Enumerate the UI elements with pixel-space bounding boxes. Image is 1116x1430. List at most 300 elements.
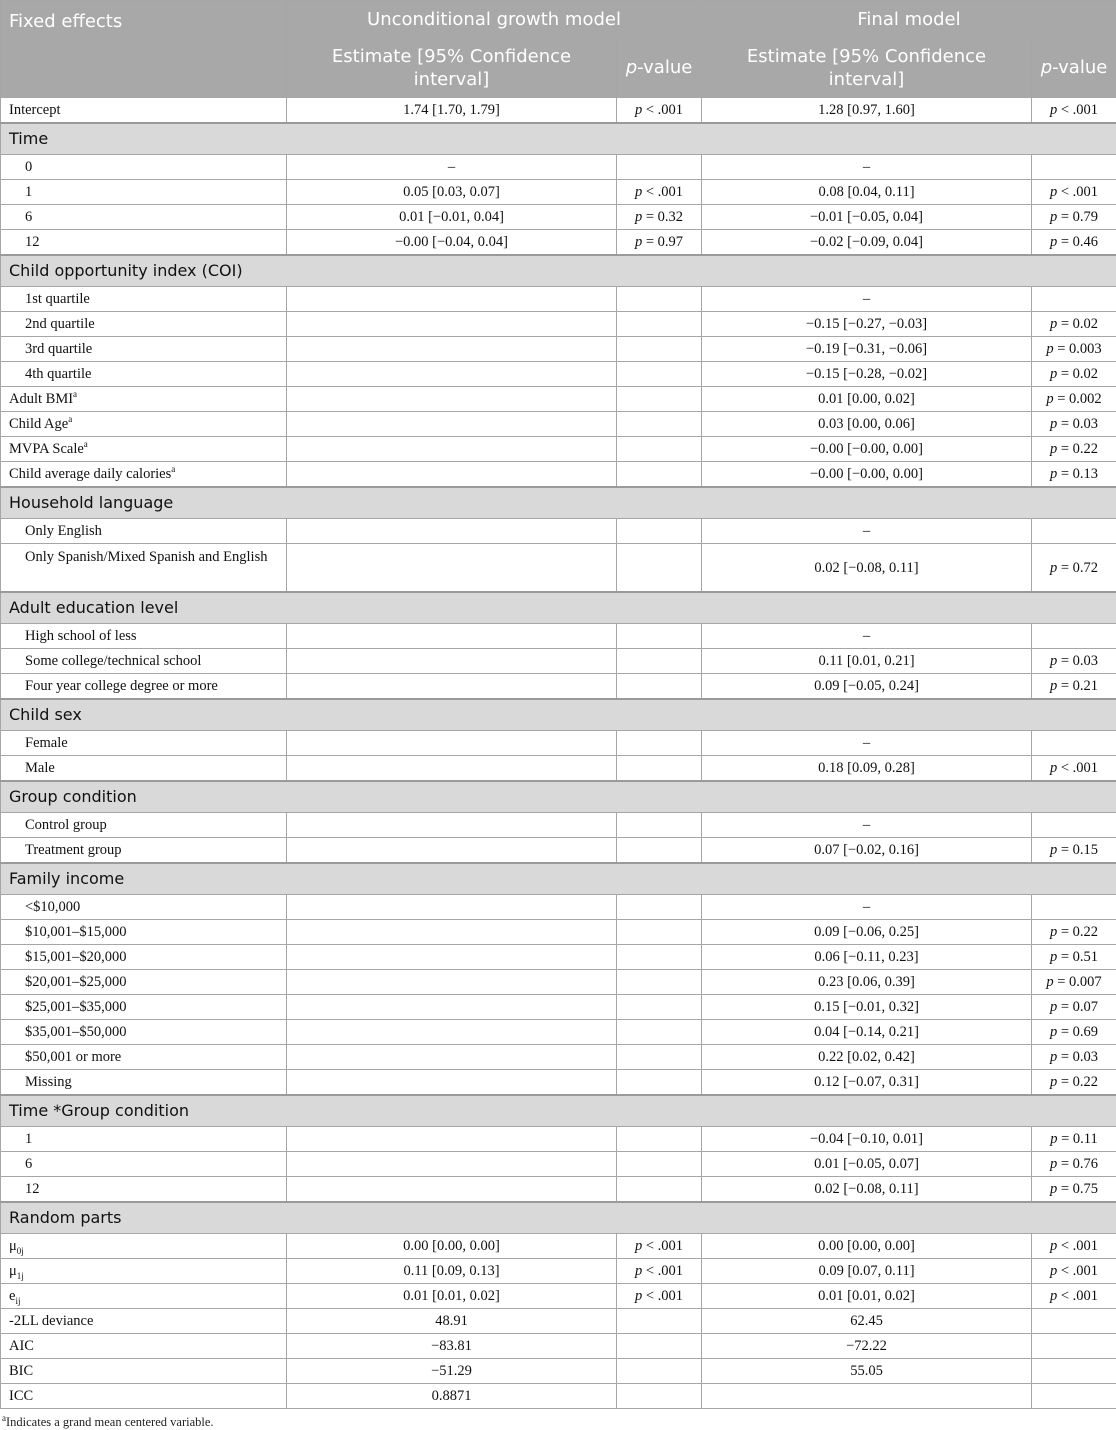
final-estimate-cell: – [702, 155, 1032, 180]
table-row [1, 920, 1116, 945]
row-label-text: <$10,000 [25, 899, 80, 915]
subscript: ij [15, 1296, 20, 1306]
row-label-text: Male [25, 760, 55, 776]
final-pvalue-cell: p = 0.75 [1032, 1177, 1116, 1203]
unconditional-estimate-cell [287, 1070, 617, 1096]
row-label-text: $50,001 or more [25, 1049, 121, 1065]
section-label: Adult education level [1, 592, 1116, 624]
section-label: Household language [1, 487, 1116, 519]
section-row [1, 1095, 1116, 1127]
final-pvalue-cell [1032, 1384, 1116, 1409]
final-pvalue-cell: p < .001 [1032, 180, 1116, 205]
footnote [0, 1415, 1116, 1430]
table-row [1, 1234, 1116, 1259]
row-label-text: 1 [25, 184, 32, 200]
table-row [1, 1259, 1116, 1284]
row-label-text: BIC [9, 1363, 33, 1379]
section-row [1, 781, 1116, 813]
unconditional-estimate-cell [287, 838, 617, 864]
unconditional-estimate-cell [287, 287, 617, 312]
final-estimate-cell: 1.28 [0.97, 1.60] [702, 98, 1032, 124]
final-pvalue-cell: p = 0.03 [1032, 412, 1116, 437]
final-pvalue-cell [1032, 1309, 1116, 1334]
row-label [1, 813, 287, 838]
unconditional-pvalue-cell [617, 155, 702, 180]
row-label-text: μ [9, 1238, 17, 1254]
unconditional-pvalue-cell [617, 674, 702, 700]
unconditional-estimate-cell: 0.00 [0.00, 0.00] [287, 1234, 617, 1259]
row-label-text: Intercept [9, 102, 61, 118]
row-label [1, 1127, 287, 1152]
row-label [1, 1259, 287, 1284]
unconditional-estimate-cell [287, 1177, 617, 1203]
row-label-text: Female [25, 735, 68, 751]
final-estimate-cell: 0.03 [0.00, 0.06] [702, 412, 1032, 437]
final-pvalue-cell: p = 0.002 [1032, 387, 1116, 412]
row-label [1, 895, 287, 920]
final-pvalue-cell: p = 0.22 [1032, 920, 1116, 945]
row-label [1, 1234, 287, 1259]
row-label-text: $15,001–$20,000 [25, 949, 127, 965]
final-pvalue-cell: p = 0.03 [1032, 649, 1116, 674]
row-label-text: -2LL deviance [9, 1313, 93, 1329]
row-label-text: Treatment group [25, 842, 122, 858]
footnote-ref: a [171, 464, 175, 474]
unconditional-estimate-cell [287, 362, 617, 387]
row-label-text: 2nd quartile [25, 316, 95, 332]
unconditional-estimate-cell [287, 1152, 617, 1177]
section-label: Group condition [1, 781, 1116, 813]
table-row [1, 1284, 1116, 1309]
final-pvalue-cell: p = 0.07 [1032, 995, 1116, 1020]
unconditional-pvalue-header [617, 38, 702, 98]
final-pvalue-cell [1032, 895, 1116, 920]
row-label [1, 287, 287, 312]
unconditional-pvalue-cell [617, 1045, 702, 1070]
row-label [1, 1070, 287, 1096]
subscript: 0j [17, 1246, 24, 1256]
table-row [1, 412, 1116, 437]
table-row [1, 813, 1116, 838]
table-row [1, 731, 1116, 756]
unconditional-pvalue-cell [617, 813, 702, 838]
final-estimate-cell: 0.11 [0.01, 0.21] [702, 649, 1032, 674]
row-label [1, 155, 287, 180]
row-label-text: Adult BMI [9, 391, 73, 407]
unconditional-pvalue-cell: p = 0.32 [617, 205, 702, 230]
final-pvalue-cell: p = 0.11 [1032, 1127, 1116, 1152]
final-estimate-cell: 0.07 [−0.02, 0.16] [702, 838, 1032, 864]
unconditional-estimate-cell [287, 674, 617, 700]
table-row [1, 970, 1116, 995]
row-label-text: Some college/technical school [25, 653, 201, 669]
row-label [1, 462, 287, 488]
fixed-effects-header: Fixed effects [1, 1, 287, 98]
table-row [1, 437, 1116, 462]
final-estimate-cell: −0.00 [−0.00, 0.00] [702, 437, 1032, 462]
row-label [1, 756, 287, 782]
unconditional-pvalue-cell [617, 337, 702, 362]
unconditional-pvalue-cell [617, 1359, 702, 1384]
final-pvalue-cell: p < .001 [1032, 98, 1116, 124]
row-label-text: 1st quartile [25, 291, 90, 307]
final-pvalue-cell: p = 0.72 [1032, 544, 1116, 593]
final-pvalue-cell: p < .001 [1032, 1259, 1116, 1284]
table-row [1, 674, 1116, 700]
row-label-text: High school of less [25, 628, 137, 644]
unconditional-estimate-cell [287, 920, 617, 945]
row-label [1, 945, 287, 970]
section-row [1, 1202, 1116, 1234]
unconditional-pvalue-cell [617, 995, 702, 1020]
unconditional-pvalue-cell [617, 1177, 702, 1203]
section-label: Time *Group condition [1, 1095, 1116, 1127]
row-label [1, 970, 287, 995]
unconditional-estimate-cell [287, 970, 617, 995]
table-row [1, 624, 1116, 649]
row-label [1, 412, 287, 437]
row-label [1, 519, 287, 544]
unconditional-estimate-header: Estimate [95% Confidence interval] [287, 38, 617, 98]
unconditional-model-header: Unconditional growth model [287, 1, 702, 38]
final-estimate-cell: 0.22 [0.02, 0.42] [702, 1045, 1032, 1070]
unconditional-pvalue-cell [617, 624, 702, 649]
table-row [1, 362, 1116, 387]
row-label [1, 387, 287, 412]
unconditional-pvalue-cell [617, 838, 702, 864]
final-estimate-cell: −72.22 [702, 1334, 1032, 1359]
table-row [1, 544, 1116, 593]
unconditional-estimate-cell [287, 519, 617, 544]
final-estimate-cell: 0.18 [0.09, 0.28] [702, 756, 1032, 782]
row-label-text: 6 [25, 209, 32, 225]
final-estimate-header: Estimate [95% Confidence interval] [702, 38, 1032, 98]
unconditional-pvalue-cell: p < .001 [617, 1234, 702, 1259]
unconditional-pvalue-cell [617, 287, 702, 312]
table-body [1, 98, 1116, 1409]
final-pvalue-cell: p = 0.51 [1032, 945, 1116, 970]
unconditional-pvalue-cell: p = 0.97 [617, 230, 702, 256]
table-row [1, 287, 1116, 312]
row-label-text: 3rd quartile [25, 341, 92, 357]
unconditional-pvalue-cell [617, 544, 702, 593]
row-label-text: Missing [25, 1074, 72, 1090]
final-estimate-cell: 0.08 [0.04, 0.11] [702, 180, 1032, 205]
unconditional-pvalue-cell [617, 970, 702, 995]
row-label-text: Child Age [9, 416, 68, 432]
final-pvalue-cell [1032, 624, 1116, 649]
table-row [1, 756, 1116, 782]
section-row [1, 255, 1116, 287]
row-label [1, 205, 287, 230]
row-label [1, 1334, 287, 1359]
table-row [1, 462, 1116, 488]
row-label-text: Control group [25, 817, 107, 833]
final-estimate-cell [702, 1384, 1032, 1409]
final-pvalue-cell: p < .001 [1032, 1234, 1116, 1259]
unconditional-estimate-cell: 48.91 [287, 1309, 617, 1334]
unconditional-pvalue-cell [617, 731, 702, 756]
unconditional-pvalue-cell [617, 945, 702, 970]
row-label [1, 1045, 287, 1070]
unconditional-estimate-cell: 0.01 [0.01, 0.02] [287, 1284, 617, 1309]
final-estimate-cell: 0.01 [0.00, 0.02] [702, 387, 1032, 412]
footnote-marker: a [2, 1413, 6, 1423]
final-estimate-cell: 0.09 [0.07, 0.11] [702, 1259, 1032, 1284]
final-estimate-cell: 0.00 [0.00, 0.00] [702, 1234, 1032, 1259]
final-estimate-cell: – [702, 895, 1032, 920]
row-label-text: 0 [25, 159, 32, 175]
unconditional-estimate-cell: 0.8871 [287, 1384, 617, 1409]
table-row [1, 205, 1116, 230]
final-estimate-cell: −0.01 [−0.05, 0.04] [702, 205, 1032, 230]
row-label [1, 312, 287, 337]
unconditional-pvalue-cell [617, 412, 702, 437]
final-pvalue-cell: p < .001 [1032, 756, 1116, 782]
p-suffix: -value [637, 57, 692, 78]
table-row [1, 1334, 1116, 1359]
row-label [1, 1359, 287, 1384]
footnote-text: Indicates a grand mean centered variable. [6, 1415, 214, 1429]
final-estimate-cell: −0.02 [−0.09, 0.04] [702, 230, 1032, 256]
section-label: Child opportunity index (COI) [1, 255, 1116, 287]
row-label [1, 337, 287, 362]
unconditional-pvalue-cell [617, 1334, 702, 1359]
section-row [1, 592, 1116, 624]
unconditional-estimate-cell [287, 1045, 617, 1070]
row-label [1, 230, 287, 256]
subscript: 1j [17, 1271, 24, 1281]
unconditional-estimate-cell [287, 462, 617, 488]
unconditional-estimate-cell [287, 649, 617, 674]
final-estimate-cell: −0.04 [−0.10, 0.01] [702, 1127, 1032, 1152]
final-pvalue-header [1032, 38, 1116, 98]
unconditional-estimate-cell [287, 945, 617, 970]
unconditional-estimate-cell: 1.74 [1.70, 1.79] [287, 98, 617, 124]
row-label-text: Only English [25, 523, 102, 539]
unconditional-estimate-cell: 0.05 [0.03, 0.07] [287, 180, 617, 205]
row-label-text: $20,001–$25,000 [25, 974, 127, 990]
final-model-header: Final model [702, 1, 1116, 38]
unconditional-estimate-cell [287, 995, 617, 1020]
final-estimate-cell: 0.01 [−0.05, 0.07] [702, 1152, 1032, 1177]
row-label [1, 920, 287, 945]
table-row [1, 1020, 1116, 1045]
footnote-ref: a [84, 439, 88, 449]
table-row [1, 1177, 1116, 1203]
final-pvalue-cell [1032, 1334, 1116, 1359]
final-pvalue-cell: p = 0.02 [1032, 312, 1116, 337]
row-label [1, 1177, 287, 1203]
table-header [1, 1, 1116, 98]
final-pvalue-cell: p = 0.21 [1032, 674, 1116, 700]
unconditional-estimate-cell: −51.29 [287, 1359, 617, 1384]
final-estimate-cell: – [702, 731, 1032, 756]
row-label-text: Four year college degree or more [25, 678, 218, 694]
row-label-text: 12 [25, 1181, 40, 1197]
table-row [1, 337, 1116, 362]
row-label-text: MVPA Scale [9, 441, 84, 457]
final-estimate-cell: 0.02 [−0.08, 0.11] [702, 544, 1032, 593]
row-label-text: e [9, 1288, 15, 1304]
row-label [1, 624, 287, 649]
row-label [1, 838, 287, 864]
row-label [1, 1384, 287, 1409]
final-pvalue-cell [1032, 1359, 1116, 1384]
footnote-ref: a [73, 389, 77, 399]
unconditional-pvalue-cell [617, 1384, 702, 1409]
unconditional-pvalue-cell [617, 1070, 702, 1096]
final-pvalue-cell: p = 0.22 [1032, 437, 1116, 462]
unconditional-estimate-cell: −0.00 [−0.04, 0.04] [287, 230, 617, 256]
table-row [1, 995, 1116, 1020]
section-row [1, 699, 1116, 731]
unconditional-estimate-cell [287, 387, 617, 412]
final-pvalue-cell: p = 0.02 [1032, 362, 1116, 387]
final-estimate-cell: −0.00 [−0.00, 0.00] [702, 462, 1032, 488]
unconditional-estimate-cell: 0.11 [0.09, 0.13] [287, 1259, 617, 1284]
unconditional-estimate-cell [287, 312, 617, 337]
row-label-text: 4th quartile [25, 366, 91, 382]
row-label-text: $35,001–$50,000 [25, 1024, 127, 1040]
row-label-text: $25,001–$35,000 [25, 999, 127, 1015]
row-label-text: 12 [25, 234, 40, 250]
section-row [1, 863, 1116, 895]
unconditional-pvalue-cell [617, 920, 702, 945]
final-pvalue-cell: p = 0.79 [1032, 205, 1116, 230]
unconditional-pvalue-cell [617, 1127, 702, 1152]
section-row [1, 123, 1116, 155]
final-estimate-cell: 0.12 [−0.07, 0.31] [702, 1070, 1032, 1096]
final-estimate-cell: −0.15 [−0.28, −0.02] [702, 362, 1032, 387]
p-italic: p [1041, 57, 1052, 78]
unconditional-pvalue-cell [617, 437, 702, 462]
table-row [1, 1309, 1116, 1334]
final-pvalue-cell: p = 0.003 [1032, 337, 1116, 362]
final-estimate-cell: 0.23 [0.06, 0.39] [702, 970, 1032, 995]
table-row [1, 312, 1116, 337]
unconditional-estimate-cell [287, 895, 617, 920]
final-estimate-cell: 0.01 [0.01, 0.02] [702, 1284, 1032, 1309]
section-label: Time [1, 123, 1116, 155]
row-label-text: μ [9, 1263, 17, 1279]
final-estimate-cell: – [702, 813, 1032, 838]
row-label [1, 1284, 287, 1309]
final-pvalue-cell: p = 0.46 [1032, 230, 1116, 256]
section-label: Random parts [1, 1202, 1116, 1234]
table-row [1, 387, 1116, 412]
row-label [1, 674, 287, 700]
unconditional-pvalue-cell: p < .001 [617, 1259, 702, 1284]
table-row [1, 1070, 1116, 1096]
unconditional-estimate-cell [287, 813, 617, 838]
table-row [1, 230, 1116, 256]
p-italic: p [626, 57, 637, 78]
row-label [1, 731, 287, 756]
unconditional-pvalue-cell [617, 1309, 702, 1334]
final-pvalue-cell: p = 0.15 [1032, 838, 1116, 864]
final-pvalue-cell [1032, 155, 1116, 180]
table-row [1, 1152, 1116, 1177]
unconditional-estimate-cell [287, 437, 617, 462]
unconditional-pvalue-cell [617, 649, 702, 674]
row-label-text: 1 [25, 1131, 32, 1147]
unconditional-pvalue-cell [617, 1152, 702, 1177]
table-row [1, 180, 1116, 205]
table-row [1, 98, 1116, 124]
unconditional-pvalue-cell [617, 387, 702, 412]
final-pvalue-cell: p = 0.76 [1032, 1152, 1116, 1177]
row-label-text: Child average daily calories [9, 466, 171, 482]
row-label-text: $10,001–$15,000 [25, 924, 127, 940]
unconditional-pvalue-cell [617, 362, 702, 387]
row-label-text: AIC [9, 1338, 34, 1354]
row-label [1, 362, 287, 387]
table-row [1, 155, 1116, 180]
table-row [1, 838, 1116, 864]
table-row [1, 649, 1116, 674]
row-label [1, 544, 287, 593]
unconditional-pvalue-cell [617, 312, 702, 337]
table-row [1, 895, 1116, 920]
final-estimate-cell: – [702, 287, 1032, 312]
unconditional-estimate-cell [287, 1127, 617, 1152]
section-label: Child sex [1, 699, 1116, 731]
row-label-text: Only Spanish/Mixed Spanish and English [25, 549, 267, 565]
table-row [1, 1045, 1116, 1070]
unconditional-pvalue-cell [617, 462, 702, 488]
unconditional-estimate-cell [287, 1020, 617, 1045]
footnote-ref: a [68, 414, 72, 424]
final-pvalue-cell: p = 0.03 [1032, 1045, 1116, 1070]
row-label [1, 1020, 287, 1045]
final-estimate-cell: 0.09 [−0.06, 0.25] [702, 920, 1032, 945]
unconditional-estimate-cell: −83.81 [287, 1334, 617, 1359]
final-pvalue-cell: p = 0.13 [1032, 462, 1116, 488]
unconditional-estimate-cell: – [287, 155, 617, 180]
unconditional-estimate-cell [287, 544, 617, 593]
table-row [1, 519, 1116, 544]
unconditional-pvalue-cell: p < .001 [617, 180, 702, 205]
p-suffix: -value [1052, 57, 1107, 78]
row-label [1, 995, 287, 1020]
unconditional-estimate-cell [287, 624, 617, 649]
unconditional-pvalue-cell [617, 895, 702, 920]
unconditional-pvalue-cell [617, 519, 702, 544]
final-pvalue-cell [1032, 813, 1116, 838]
section-label: Family income [1, 863, 1116, 895]
final-pvalue-cell: p = 0.007 [1032, 970, 1116, 995]
final-pvalue-cell [1032, 287, 1116, 312]
table-row [1, 1127, 1116, 1152]
final-pvalue-cell: p < .001 [1032, 1284, 1116, 1309]
unconditional-estimate-cell [287, 756, 617, 782]
row-label [1, 180, 287, 205]
unconditional-estimate-cell: 0.01 [−0.01, 0.04] [287, 205, 617, 230]
final-estimate-cell: −0.19 [−0.31, −0.06] [702, 337, 1032, 362]
final-estimate-cell: 0.02 [−0.08, 0.11] [702, 1177, 1032, 1203]
final-pvalue-cell: p = 0.69 [1032, 1020, 1116, 1045]
final-estimate-cell: – [702, 624, 1032, 649]
table-row [1, 1384, 1116, 1409]
final-estimate-cell: 62.45 [702, 1309, 1032, 1334]
unconditional-estimate-cell [287, 412, 617, 437]
section-row [1, 487, 1116, 519]
row-label [1, 437, 287, 462]
table-row [1, 945, 1116, 970]
final-estimate-cell: 0.09 [−0.05, 0.24] [702, 674, 1032, 700]
unconditional-pvalue-cell: p < .001 [617, 1284, 702, 1309]
